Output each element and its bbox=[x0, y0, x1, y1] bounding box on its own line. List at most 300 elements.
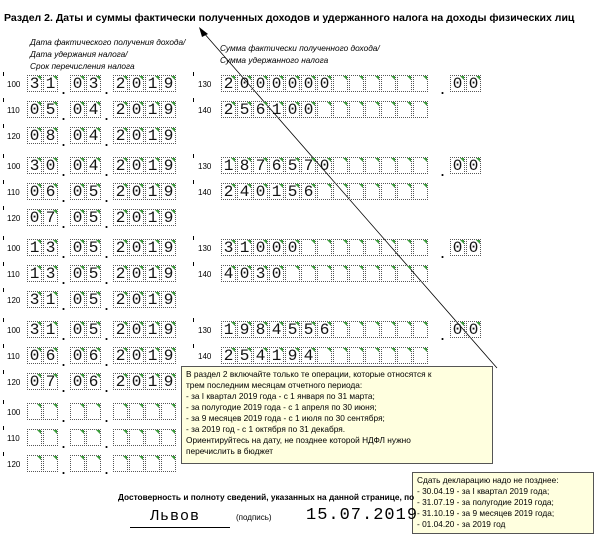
amount-digit-cell[interactable] bbox=[301, 157, 316, 174]
cell-mark bbox=[123, 430, 127, 434]
amount-digit-cell[interactable] bbox=[301, 183, 316, 200]
date-digit-cell[interactable] bbox=[27, 291, 42, 308]
amount-digit-cell[interactable] bbox=[221, 347, 236, 364]
date-digit-cell[interactable] bbox=[161, 239, 176, 256]
date-digit-cell[interactable] bbox=[129, 373, 144, 390]
date-digit-cell[interactable] bbox=[86, 455, 101, 472]
amount-digit-cell[interactable] bbox=[269, 321, 284, 338]
date-digit-cell[interactable] bbox=[27, 429, 42, 446]
row-tick bbox=[3, 206, 7, 210]
section-title: Раздел 2. Даты и суммы фактически полученных доходов и удержанного налога на доходы физических лиц bbox=[4, 12, 575, 24]
date-digit-cell[interactable] bbox=[145, 321, 160, 338]
amount-digit-cell[interactable] bbox=[397, 321, 412, 338]
date-digit-cell[interactable] bbox=[27, 347, 42, 364]
amount-digit-cell[interactable] bbox=[397, 347, 412, 364]
date-digit-cell[interactable] bbox=[70, 347, 85, 364]
amount-digit-cell[interactable] bbox=[349, 183, 364, 200]
date-digit-cell[interactable] bbox=[27, 127, 42, 144]
amount-digit-cell[interactable] bbox=[413, 183, 428, 200]
amount-digit-cell[interactable] bbox=[237, 183, 252, 200]
decimal-separator: . bbox=[440, 242, 446, 262]
amount-digit-cell[interactable] bbox=[221, 183, 236, 200]
amount-digit-cell[interactable] bbox=[285, 183, 300, 200]
line-code: 130 bbox=[198, 162, 212, 171]
amount-digit-cell[interactable] bbox=[253, 75, 268, 92]
date-digit-cell[interactable] bbox=[129, 321, 144, 338]
date-digit-cell[interactable] bbox=[113, 291, 128, 308]
date-digit-cell[interactable] bbox=[129, 157, 144, 174]
date-digit-cell[interactable] bbox=[161, 209, 176, 226]
amount-digit-cell[interactable] bbox=[285, 75, 300, 92]
date-digit-cell[interactable] bbox=[129, 455, 144, 472]
date-digit-cell-char: 1 bbox=[147, 239, 158, 257]
amount-digit-cell[interactable] bbox=[269, 101, 284, 118]
cell-mark bbox=[171, 322, 175, 326]
amount-digit-cell[interactable] bbox=[237, 75, 252, 92]
amount-digit-cell[interactable] bbox=[365, 75, 380, 92]
amount-digit-cell[interactable] bbox=[365, 321, 380, 338]
amount-digit-cell[interactable] bbox=[317, 183, 332, 200]
date-digit-cell[interactable] bbox=[27, 183, 42, 200]
cell-mark bbox=[155, 456, 159, 460]
date-digit-cell[interactable] bbox=[145, 157, 160, 174]
date-digit-cell[interactable] bbox=[161, 265, 176, 282]
amount-digit-cell[interactable] bbox=[301, 101, 316, 118]
date-digit-cell[interactable] bbox=[86, 209, 101, 226]
date-digit-cell[interactable] bbox=[70, 321, 85, 338]
cents-digit-cell[interactable] bbox=[450, 75, 465, 92]
amount-digit-cell-char: 0 bbox=[255, 75, 266, 93]
date-digit-cell[interactable] bbox=[113, 321, 128, 338]
line-code: 110 bbox=[7, 188, 20, 197]
amount-digit-cell[interactable] bbox=[349, 265, 364, 282]
amount-digit-cell[interactable] bbox=[317, 239, 332, 256]
amount-digit-cell[interactable] bbox=[301, 321, 316, 338]
date-digit-cell[interactable] bbox=[43, 209, 58, 226]
date-digit-cell[interactable] bbox=[113, 209, 128, 226]
date-digit-cell[interactable] bbox=[70, 239, 85, 256]
date-digit-cell[interactable] bbox=[129, 75, 144, 92]
date-digit-cell[interactable] bbox=[27, 239, 42, 256]
date-digit-cell[interactable] bbox=[145, 265, 160, 282]
amount-digit-cell[interactable] bbox=[301, 265, 316, 282]
cents-digit-cell[interactable] bbox=[450, 321, 465, 338]
amount-digit-cell[interactable] bbox=[413, 265, 428, 282]
amount-digit-cell[interactable] bbox=[365, 101, 380, 118]
date-digit-cell[interactable] bbox=[161, 347, 176, 364]
cell-mark bbox=[327, 76, 331, 80]
cell-mark bbox=[279, 184, 283, 188]
cell-mark bbox=[279, 266, 283, 270]
date-digit-cell[interactable] bbox=[86, 157, 101, 174]
cell-mark bbox=[263, 184, 267, 188]
date-digit-cell[interactable] bbox=[43, 321, 58, 338]
amount-digit-cell[interactable] bbox=[285, 265, 300, 282]
amount-digit-cell[interactable] bbox=[397, 101, 412, 118]
amount-digit-cell[interactable] bbox=[237, 157, 252, 174]
amount-digit-cell[interactable] bbox=[253, 183, 268, 200]
amount-digit-cell[interactable] bbox=[221, 321, 236, 338]
cents-digit-cell[interactable] bbox=[450, 239, 465, 256]
amount-digit-cell[interactable] bbox=[333, 183, 348, 200]
amount-digit-cell[interactable] bbox=[301, 347, 316, 364]
date-digit-cell[interactable] bbox=[129, 265, 144, 282]
date-digit-cell[interactable] bbox=[129, 183, 144, 200]
date-digit-cell[interactable] bbox=[43, 183, 58, 200]
cents-digit-cell[interactable] bbox=[466, 157, 481, 174]
date-digit-cell[interactable] bbox=[113, 157, 128, 174]
cents-digit-cell[interactable] bbox=[466, 321, 481, 338]
date-digit-cell[interactable] bbox=[145, 455, 160, 472]
date-digit-cell[interactable] bbox=[145, 127, 160, 144]
date-digit-cell-char: 9 bbox=[163, 373, 174, 391]
date-separator: . bbox=[104, 324, 110, 344]
date-digit-cell[interactable] bbox=[113, 403, 128, 420]
date-digit-cell-char: 5 bbox=[88, 265, 99, 283]
date-digit-cell[interactable] bbox=[113, 429, 128, 446]
amount-digit-cell[interactable] bbox=[381, 347, 396, 364]
line-code: 140 bbox=[198, 352, 212, 361]
date-digit-cell[interactable] bbox=[70, 373, 85, 390]
amount-digit-cell[interactable] bbox=[317, 101, 332, 118]
date-digit-cell[interactable] bbox=[145, 429, 160, 446]
amount-digit-cell[interactable] bbox=[397, 265, 412, 282]
amount-digit-cell[interactable] bbox=[317, 347, 332, 364]
cell-mark bbox=[343, 76, 347, 80]
amount-digit-cell[interactable] bbox=[253, 321, 268, 338]
decimal-separator: . bbox=[440, 78, 446, 98]
date-digit-cell[interactable] bbox=[113, 183, 128, 200]
date-separator: . bbox=[61, 376, 67, 396]
date-digit-cell[interactable] bbox=[86, 429, 101, 446]
cell-mark bbox=[123, 322, 127, 326]
amount-digit-cell[interactable] bbox=[349, 157, 364, 174]
cell-mark bbox=[123, 184, 127, 188]
cell-mark bbox=[96, 374, 100, 378]
amount-digit-cell[interactable] bbox=[285, 239, 300, 256]
date-digit-cell[interactable] bbox=[43, 373, 58, 390]
date-digit-cell[interactable] bbox=[145, 209, 160, 226]
amount-digit-cell[interactable] bbox=[237, 239, 252, 256]
amount-digit-cell[interactable] bbox=[285, 101, 300, 118]
date-digit-cell[interactable] bbox=[43, 291, 58, 308]
amount-digit-cell[interactable] bbox=[365, 183, 380, 200]
amount-digit-cell[interactable] bbox=[253, 157, 268, 174]
cell-mark bbox=[407, 158, 411, 162]
date-digit-cell[interactable] bbox=[129, 291, 144, 308]
amount-digit-cell[interactable] bbox=[413, 239, 428, 256]
date-digit-cell-char: 3 bbox=[29, 157, 40, 175]
amount-digit-cell-char: 7 bbox=[255, 157, 266, 175]
cell-mark bbox=[139, 158, 143, 162]
date-separator: . bbox=[61, 212, 67, 232]
cell-mark bbox=[96, 348, 100, 352]
date-digit-cell[interactable] bbox=[86, 265, 101, 282]
date-digit-cell[interactable] bbox=[43, 403, 58, 420]
amount-digit-cell[interactable] bbox=[397, 75, 412, 92]
date-digit-cell-char: 2 bbox=[115, 373, 126, 391]
date-digit-cell[interactable] bbox=[70, 265, 85, 282]
date-digit-cell[interactable] bbox=[70, 157, 85, 174]
amount-digit-cell[interactable] bbox=[269, 265, 284, 282]
date-digit-cell[interactable] bbox=[43, 429, 58, 446]
note-line: Сдать декларацию надо не позднее: bbox=[417, 475, 559, 485]
date-digit-cell[interactable] bbox=[86, 291, 101, 308]
amount-digit-cell-char: 2 bbox=[223, 75, 234, 93]
cell-mark bbox=[80, 404, 84, 408]
cell-mark bbox=[327, 348, 331, 352]
date-digit-cell[interactable] bbox=[70, 209, 85, 226]
date-digit-cell[interactable] bbox=[43, 157, 58, 174]
date-digit-cell[interactable] bbox=[86, 239, 101, 256]
signature-label: (подпись) bbox=[236, 513, 272, 522]
amount-digit-cell[interactable] bbox=[285, 347, 300, 364]
date-digit-cell[interactable] bbox=[27, 373, 42, 390]
date-digit-cell[interactable] bbox=[86, 183, 101, 200]
date-digit-cell[interactable] bbox=[70, 101, 85, 118]
amount-digit-cell[interactable] bbox=[317, 157, 332, 174]
date-digit-cell[interactable] bbox=[145, 239, 160, 256]
amount-digit-cell[interactable] bbox=[333, 239, 348, 256]
amount-digit-cell[interactable] bbox=[333, 101, 348, 118]
amount-digit-cell[interactable] bbox=[221, 101, 236, 118]
date-digit-cell[interactable] bbox=[43, 239, 58, 256]
amount-digit-cell[interactable] bbox=[253, 101, 268, 118]
amount-digit-cell-char: 0 bbox=[303, 101, 314, 119]
amount-digit-cell[interactable] bbox=[397, 183, 412, 200]
date-digit-cell[interactable] bbox=[145, 373, 160, 390]
amount-digit-cell[interactable] bbox=[301, 75, 316, 92]
amount-digit-cell[interactable] bbox=[317, 75, 332, 92]
amount-digit-cell[interactable] bbox=[317, 265, 332, 282]
date-digit-cell-char: 9 bbox=[163, 75, 174, 93]
date-digit-cell[interactable] bbox=[129, 209, 144, 226]
date-digit-cell[interactable] bbox=[70, 75, 85, 92]
date-digit-cell[interactable] bbox=[70, 455, 85, 472]
amount-digit-cell[interactable] bbox=[253, 347, 268, 364]
date-digit-cell[interactable] bbox=[27, 321, 42, 338]
date-digit-cell-char: 2 bbox=[115, 157, 126, 175]
amount-digit-cell[interactable] bbox=[285, 321, 300, 338]
date-digit-cell[interactable] bbox=[161, 157, 176, 174]
amount-digit-cell[interactable] bbox=[381, 75, 396, 92]
date-digit-cell[interactable] bbox=[161, 455, 176, 472]
date-digit-cell[interactable] bbox=[145, 347, 160, 364]
date-digit-cell[interactable] bbox=[113, 75, 128, 92]
cell-mark bbox=[123, 456, 127, 460]
line-code: 130 bbox=[198, 244, 212, 253]
amount-digit-cell[interactable] bbox=[413, 157, 428, 174]
date-digit-cell[interactable] bbox=[86, 127, 101, 144]
cell-mark bbox=[139, 266, 143, 270]
date-digit-cell[interactable] bbox=[113, 127, 128, 144]
cell-mark bbox=[139, 374, 143, 378]
date-digit-cell[interactable] bbox=[129, 127, 144, 144]
date-digit-cell[interactable] bbox=[129, 239, 144, 256]
amount-digit-cell[interactable] bbox=[397, 239, 412, 256]
amount-digit-cell[interactable] bbox=[381, 265, 396, 282]
date-digit-cell[interactable] bbox=[161, 101, 176, 118]
amount-digit-cell[interactable] bbox=[269, 75, 284, 92]
date-digit-cell[interactable] bbox=[27, 75, 42, 92]
date-digit-cell[interactable] bbox=[86, 101, 101, 118]
amount-digit-cell[interactable] bbox=[237, 347, 252, 364]
date-digit-cell[interactable] bbox=[145, 183, 160, 200]
cell-mark bbox=[460, 322, 464, 326]
row-tick bbox=[3, 154, 7, 158]
amount-digit-cell[interactable] bbox=[221, 157, 236, 174]
amount-digit-cell[interactable] bbox=[365, 239, 380, 256]
cell-mark bbox=[139, 76, 143, 80]
amount-digit-cell[interactable] bbox=[237, 321, 252, 338]
cell-mark bbox=[80, 292, 84, 296]
amount-digit-cell[interactable] bbox=[269, 157, 284, 174]
date-digit-cell[interactable] bbox=[113, 101, 128, 118]
amount-digit-cell[interactable] bbox=[381, 321, 396, 338]
amount-digit-cell[interactable] bbox=[381, 157, 396, 174]
date-digit-cell[interactable] bbox=[161, 429, 176, 446]
amount-digit-cell[interactable] bbox=[413, 75, 428, 92]
amount-digit-cell[interactable] bbox=[221, 75, 236, 92]
amount-digit-cell[interactable] bbox=[333, 75, 348, 92]
amount-digit-cell[interactable] bbox=[333, 265, 348, 282]
amount-digit-cell[interactable] bbox=[349, 75, 364, 92]
date-digit-cell[interactable] bbox=[70, 127, 85, 144]
date-digit-cell[interactable] bbox=[161, 127, 176, 144]
date-digit-cell[interactable] bbox=[43, 101, 58, 118]
date-digit-cell[interactable] bbox=[113, 347, 128, 364]
amount-digit-cell[interactable] bbox=[349, 321, 364, 338]
date-digit-cell[interactable] bbox=[113, 265, 128, 282]
cents-digit-cell[interactable] bbox=[466, 239, 481, 256]
date-digit-cell[interactable] bbox=[129, 347, 144, 364]
amount-digit-cell[interactable] bbox=[301, 239, 316, 256]
date-digit-cell[interactable] bbox=[129, 101, 144, 118]
amount-digit-cell[interactable] bbox=[381, 239, 396, 256]
date-digit-cell[interactable] bbox=[129, 403, 144, 420]
amount-digit-cell[interactable] bbox=[397, 157, 412, 174]
cell-mark bbox=[359, 348, 363, 352]
date-digit-cell-char: 9 bbox=[163, 127, 174, 145]
date-digit-cell[interactable] bbox=[43, 127, 58, 144]
date-digit-cell-char: 0 bbox=[72, 347, 83, 365]
date-digit-cell[interactable] bbox=[27, 209, 42, 226]
date-digit-cell[interactable] bbox=[43, 265, 58, 282]
date-digit-cell[interactable] bbox=[145, 75, 160, 92]
amount-digit-cell[interactable] bbox=[365, 347, 380, 364]
amount-digit-cell[interactable] bbox=[269, 239, 284, 256]
date-digit-cell[interactable] bbox=[161, 321, 176, 338]
amount-digit-cell[interactable] bbox=[221, 265, 236, 282]
amount-digit-cell[interactable] bbox=[365, 265, 380, 282]
date-digit-cell[interactable] bbox=[70, 403, 85, 420]
amount-digit-cell[interactable] bbox=[237, 265, 252, 282]
amount-digit-cell[interactable] bbox=[349, 239, 364, 256]
date-digit-cell[interactable] bbox=[27, 455, 42, 472]
amount-digit-cell[interactable] bbox=[269, 347, 284, 364]
amount-digit-cell[interactable] bbox=[381, 101, 396, 118]
row-tick bbox=[193, 98, 197, 102]
row-tick bbox=[3, 344, 7, 348]
date-digit-cell[interactable] bbox=[161, 373, 176, 390]
date-separator: . bbox=[104, 186, 110, 206]
date-digit-cell[interactable] bbox=[161, 291, 176, 308]
cell-mark bbox=[311, 322, 315, 326]
date-digit-cell-char: 6 bbox=[88, 373, 99, 391]
amount-digit-cell[interactable] bbox=[317, 321, 332, 338]
date-digit-cell[interactable] bbox=[27, 403, 42, 420]
cell-mark bbox=[343, 266, 347, 270]
date-digit-cell-char: 0 bbox=[72, 321, 83, 339]
cents-digit-cell[interactable] bbox=[466, 75, 481, 92]
amount-digit-cell[interactable] bbox=[381, 183, 396, 200]
line-code: 120 bbox=[7, 460, 21, 469]
date-digit-cell[interactable] bbox=[161, 403, 176, 420]
cell-mark bbox=[391, 158, 395, 162]
cell-mark bbox=[343, 158, 347, 162]
date-digit-cell[interactable] bbox=[86, 75, 101, 92]
amount-digit-cell[interactable] bbox=[413, 101, 428, 118]
amount-digit-cell[interactable] bbox=[349, 347, 364, 364]
date-digit-cell[interactable] bbox=[161, 183, 176, 200]
amount-digit-cell[interactable] bbox=[333, 157, 348, 174]
date-digit-cell[interactable] bbox=[70, 429, 85, 446]
date-digit-cell[interactable] bbox=[113, 373, 128, 390]
date-digit-cell[interactable] bbox=[70, 183, 85, 200]
amount-digit-cell[interactable] bbox=[333, 321, 348, 338]
date-digit-cell[interactable] bbox=[43, 347, 58, 364]
cell-mark bbox=[327, 184, 331, 188]
date-digit-cell[interactable] bbox=[145, 291, 160, 308]
date-digit-cell[interactable] bbox=[113, 455, 128, 472]
date-digit-cell[interactable] bbox=[145, 101, 160, 118]
date-digit-cell[interactable] bbox=[113, 239, 128, 256]
date-digit-cell[interactable] bbox=[27, 265, 42, 282]
amount-digit-cell[interactable] bbox=[253, 265, 268, 282]
date-digit-cell[interactable] bbox=[43, 455, 58, 472]
amount-digit-cell[interactable] bbox=[269, 183, 284, 200]
date-digit-cell[interactable] bbox=[86, 347, 101, 364]
amount-digit-cell[interactable] bbox=[365, 157, 380, 174]
date-digit-cell-char: 9 bbox=[163, 239, 174, 257]
date-digit-cell[interactable] bbox=[43, 75, 58, 92]
date-digit-cell[interactable] bbox=[86, 321, 101, 338]
date-digit-cell[interactable] bbox=[70, 291, 85, 308]
date-digit-cell-char: 0 bbox=[131, 209, 142, 227]
amount-digit-cell[interactable] bbox=[237, 101, 252, 118]
date-digit-cell[interactable] bbox=[86, 403, 101, 420]
cell-mark bbox=[155, 374, 159, 378]
amount-digit-cell[interactable] bbox=[253, 239, 268, 256]
date-digit-cell[interactable] bbox=[161, 75, 176, 92]
date-digit-cell-char: 1 bbox=[147, 157, 158, 175]
date-digit-cell[interactable] bbox=[86, 373, 101, 390]
amount-digit-cell[interactable] bbox=[221, 239, 236, 256]
amount-digit-cell[interactable] bbox=[413, 347, 428, 364]
cents-digit-cell[interactable] bbox=[450, 157, 465, 174]
amount-digit-cell[interactable] bbox=[285, 157, 300, 174]
amount-digit-cell[interactable] bbox=[333, 347, 348, 364]
date-digit-cell[interactable] bbox=[27, 101, 42, 118]
date-separator: . bbox=[104, 160, 110, 180]
date-digit-cell[interactable] bbox=[27, 157, 42, 174]
date-digit-cell[interactable] bbox=[145, 403, 160, 420]
amount-digit-cell[interactable] bbox=[349, 101, 364, 118]
amount-digit-cell[interactable] bbox=[413, 321, 428, 338]
cell-mark bbox=[53, 102, 57, 106]
date-digit-cell[interactable] bbox=[129, 429, 144, 446]
amount-digit-cell-char: 9 bbox=[287, 347, 298, 365]
